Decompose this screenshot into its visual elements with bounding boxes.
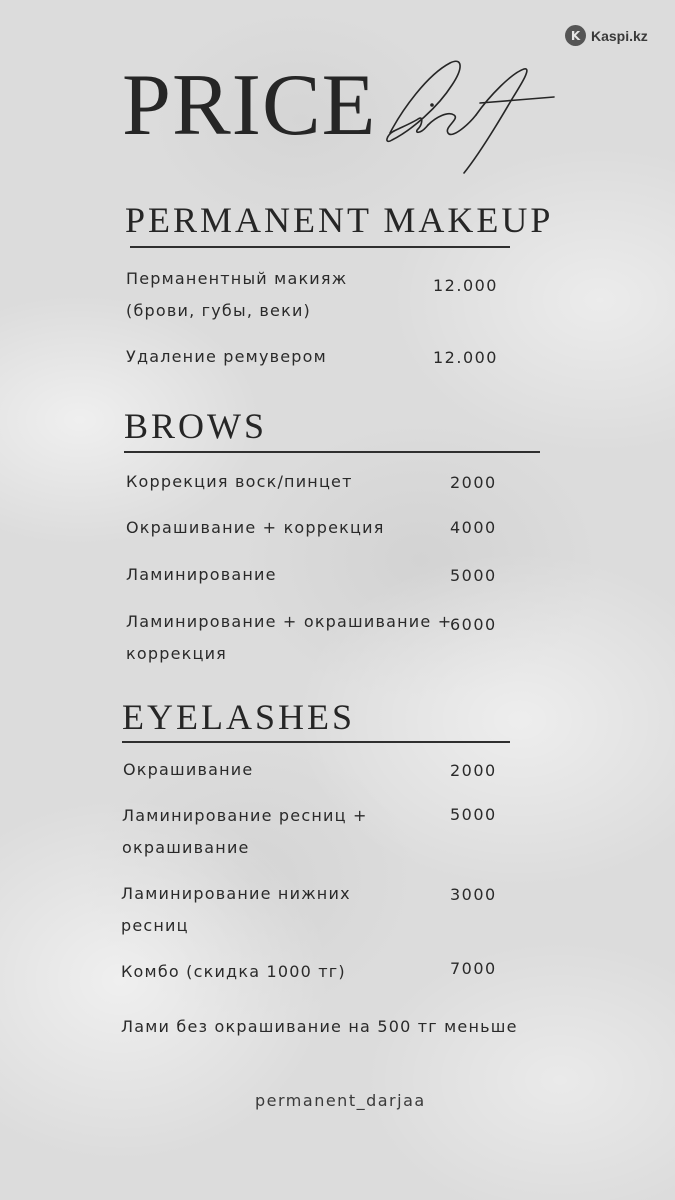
section-title-permanent-makeup: PERMANENT MAKEUP [125,200,554,240]
item-name: Удаление ремувером [126,347,327,366]
item-name-line: Ламинирование + окрашивание + [126,612,453,631]
item-name-line: (брови, губы, веки) [126,301,311,320]
item-name [122,800,368,864]
item-name-line: окрашивание [122,838,250,857]
item-name-line: Ламинирование нижних [121,884,351,903]
kaspi-label: Kaspi.kz [591,27,648,44]
item-name-line: коррекция [126,644,227,663]
item-name [121,878,351,942]
item-name: Окрашивание + коррекция [126,518,385,537]
item-name-line: ресниц [121,916,189,935]
item-price: 5000 [450,805,497,824]
item-name: Окрашивание [123,760,254,779]
item-name-line: Перманентный макияж [126,269,348,288]
item-price: 7000 [450,959,497,978]
section-divider [124,451,540,453]
item-price: 5000 [450,566,497,585]
kaspi-logo-icon: K [565,25,586,46]
script-list-wordmark [372,55,557,185]
section-divider [130,246,510,248]
instagram-handle: permanent_darjaa [255,1091,426,1110]
item-price: 3000 [450,885,497,904]
item-price: 12.000 [433,348,498,367]
item-price: 12.000 [433,276,498,295]
item-name [126,263,347,327]
item-price: 2000 [450,761,497,780]
item-name [126,606,452,670]
discount-note: Лами без окрашивание на 500 тг меньше [121,1017,518,1036]
section-title-eyelashes: EYELASHES [122,697,355,737]
item-name: Коррекция воск/пинцет [126,472,353,491]
item-price: 6000 [450,615,497,634]
item-price: 4000 [450,518,497,537]
section-title-brows: BROWS [124,406,268,446]
kaspi-badge [565,25,648,46]
item-name: Комбо (скидка 1000 тг) [121,962,346,981]
item-price: 2000 [450,473,497,492]
section-divider [122,741,510,743]
item-name: Ламинирование [126,565,277,584]
page-title: PRICE [122,57,377,154]
item-name-line: Ламинирование ресниц + [122,806,368,825]
